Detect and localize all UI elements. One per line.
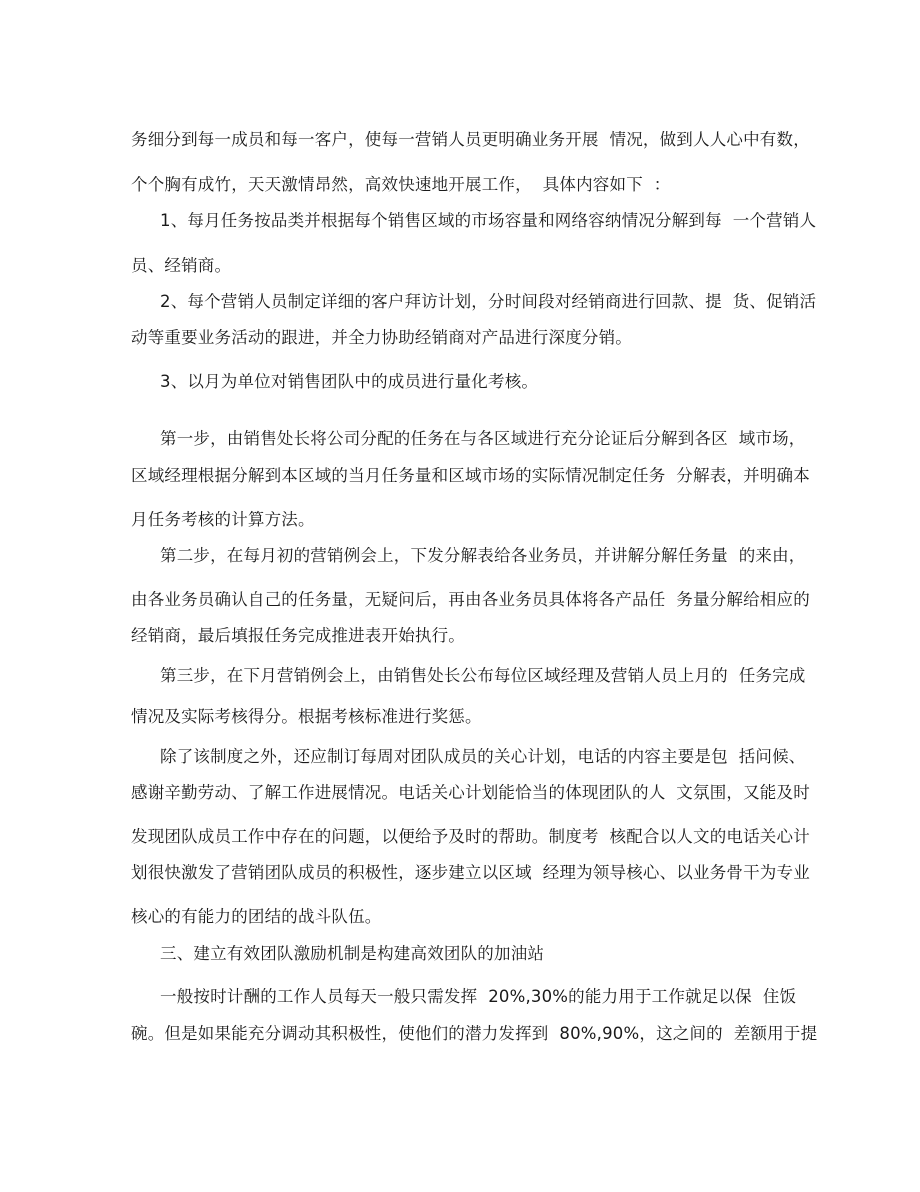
paragraph-line: 情况及实际考核得分。根据考核标准进行奖惩。: [131, 707, 482, 726]
list-item-3-line: 3、以月为单位对销售团队中的成员进行量化考核。: [160, 372, 539, 391]
paragraph-line: 个个胸有成竹，天天激情昂然，高效快速地开展工作， 具体内容如下 ：: [131, 175, 671, 194]
list-item-2-line: 2、每个营销人员制定详细的客户拜访计划，分时间段对经销商进行回款、提 货、促销活: [160, 292, 817, 311]
paragraph-line: 除了该制度之外，还应制订每周对团队成员的关心计划，电话的内容主要是包 括问候、: [160, 747, 806, 766]
paragraph-line: 区域经理根据分解到本区域的当月任务量和区域市场的实际情况制定任务 分解表，并明确本: [131, 466, 810, 485]
list-item-2-line: 动等重要业务活动的跟进，并全力协助经销商对产品进行深度分销。: [131, 328, 632, 347]
paragraph-line: 核心的有能力的团结的战斗队伍。: [131, 907, 382, 926]
paragraph-line: 月任务考核的计算方法。: [131, 510, 315, 529]
paragraph-line: 划很快激发了营销团队成员的积极性，逐步建立以区域 经理为领导核心、以业务骨干为专业: [131, 863, 810, 882]
paragraph-line: 务细分到每一成员和每一客户，使每一营销人员更明确业务开展 情况，做到人人心中有数，: [131, 130, 810, 149]
list-item-1-line: 1、每月任务按品类并根据每个销售区域的市场容量和网络容纳情况分解到每 一个营销人: [160, 211, 817, 230]
paragraph-line: 发现团队成员工作中存在的问题，以便给予及时的帮助。制度考 核配合以人文的电话关心计: [131, 827, 810, 846]
paragraph-line: 一般按时计酬的工作人员每天一般只需发挥 20%,30%的能力用于工作就足以保 住饭: [160, 987, 797, 1006]
paragraph-line: 第二步，在每月初的营销例会上，下发分解表给各业务员，并讲解分解任务量 的来由，: [160, 546, 806, 565]
paragraph-line: 由各业务员确认自己的任务量，无疑问后，再由各业务员具体将各产品任 务量分解给相应的: [131, 590, 810, 609]
paragraph-line: 第三步，在下月营销例会上，由销售处长公布每位区域经理及营销人员上月的 任务完成: [160, 666, 806, 685]
paragraph-line: 感谢辛勤劳动、了解工作进展情况。电话关心计划能恰当的体现团队的人 文氛围，又能及时: [131, 783, 810, 802]
section-heading: 三、建立有效团队激励机制是构建高效团队的加油站: [160, 944, 545, 963]
list-item-1-line: 员、经销商。: [131, 256, 232, 275]
paragraph-line: 碗。但是如果能充分调动其积极性，使他们的潜力发挥到 80%,90%，这之间的 差额用于提: [131, 1024, 818, 1043]
paragraph-line: 经销商，最后填报任务完成推进表开始执行。: [131, 626, 465, 645]
paragraph-line: 第一步，由销售处长将公司分配的任务在与各区域进行充分论证后分解到各区 域市场，: [160, 429, 806, 448]
